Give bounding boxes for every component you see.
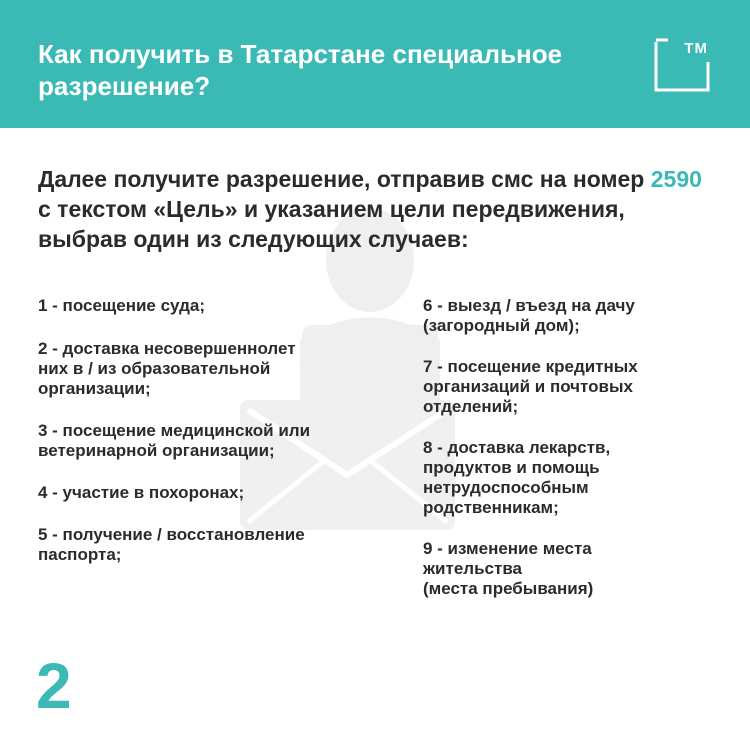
brand-logo <box>654 36 710 92</box>
page-number: 2 <box>36 650 72 722</box>
list-item: 4 - участие в похоронах; <box>38 483 245 502</box>
list-item: 2 - доставка несовершеннолет них в / из образовательной организации; <box>38 339 296 398</box>
cases-list-right <box>423 296 713 599</box>
list-item: 3 - посещение медицинской или ветеринарной организации; <box>38 421 311 460</box>
cases-list-left <box>38 296 388 565</box>
sms-number: 2590 <box>650 166 702 192</box>
list-item: 9 - изменение места жительства (места пребывания) <box>423 539 594 598</box>
list-item: 6 - выезд / въезд на дачу (загородный дом); <box>423 296 635 335</box>
logo-text: ТМ <box>684 40 708 57</box>
intro-before: Далее получите разрешение, отправив смс на номер <box>38 166 645 192</box>
list-item: 8 - доставка лекарств, продуктов и помощь нетрудоспособным родственникам; <box>423 438 611 517</box>
intro-text <box>38 164 718 254</box>
list-item: 1 - посещение суда; <box>38 296 205 315</box>
header-banner <box>0 0 750 128</box>
list-item: 5 - получение / восстановление паспорта; <box>38 525 305 564</box>
page-title: Как получить в Татарстане специальное разрешение? <box>38 39 563 101</box>
intro-after: с текстом «Цель» и указанием цели передвижения, выбрав один из следующих случаев: <box>38 196 625 252</box>
list-item: 7 - посещение кредитных организаций и почтовых отделений; <box>423 357 638 416</box>
